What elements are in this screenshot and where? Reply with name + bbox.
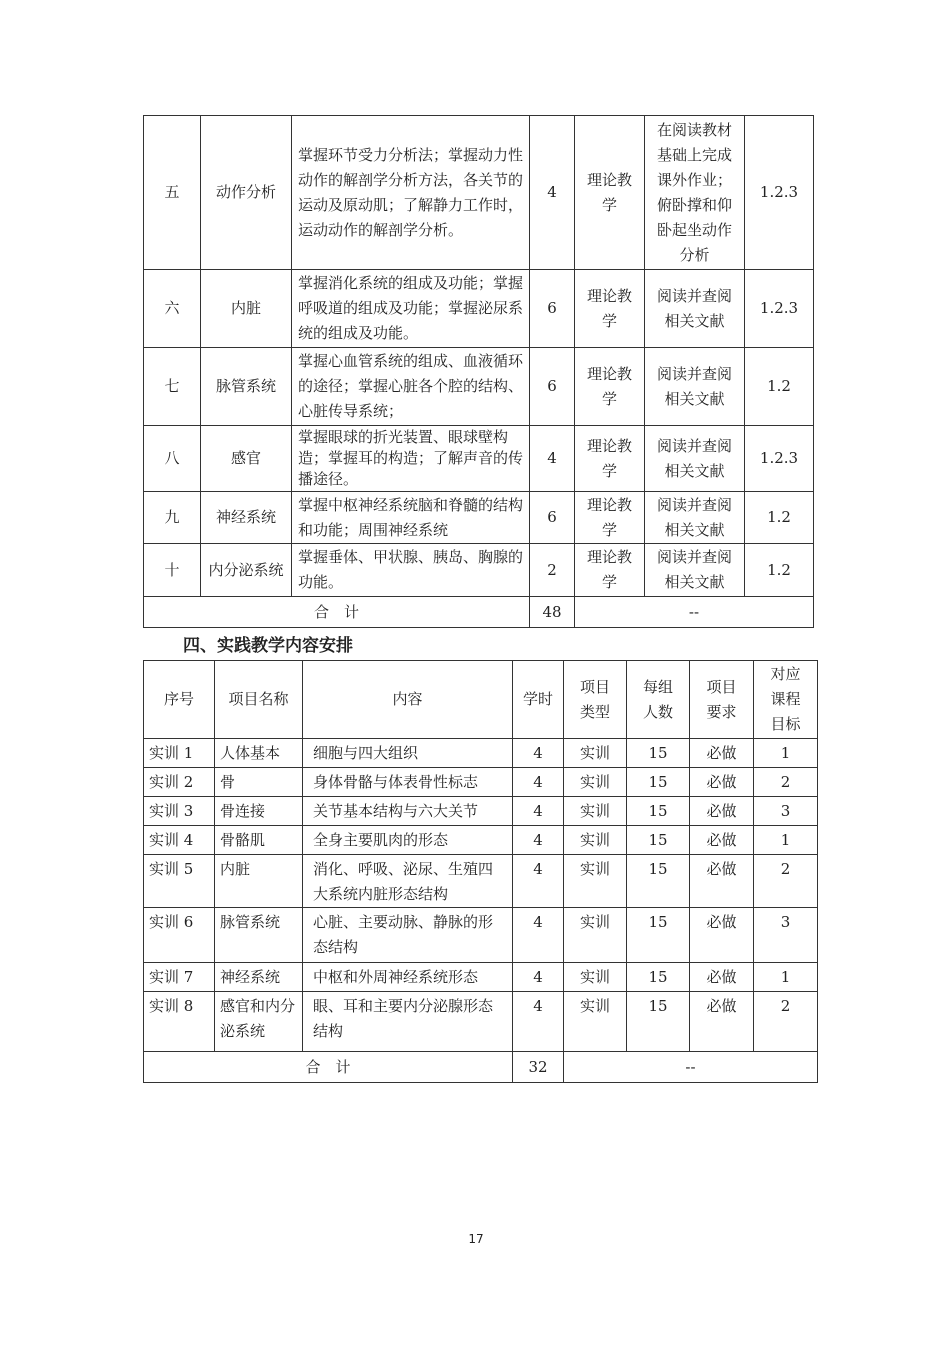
practice-hours: 4 bbox=[513, 826, 564, 855]
practice-target: 1 bbox=[754, 826, 818, 855]
course-target: 1.2 bbox=[745, 348, 814, 426]
practice-no: 实训 5 bbox=[144, 855, 215, 908]
practice-no: 实训 2 bbox=[144, 768, 215, 797]
total-rest: -- bbox=[575, 597, 814, 628]
total-hours: 32 bbox=[513, 1052, 564, 1083]
practice-type: 实训 bbox=[564, 992, 627, 1052]
header-requirement: 项目要求 bbox=[690, 661, 754, 739]
practice-name: 骨连接 bbox=[215, 797, 303, 826]
practice-name: 脉管系统 bbox=[215, 908, 303, 963]
hours: 4 bbox=[530, 116, 575, 270]
practice-no: 实训 8 bbox=[144, 992, 215, 1052]
practice-content: 全身主要肌肉的形态 bbox=[303, 826, 513, 855]
practice-hours: 4 bbox=[513, 963, 564, 992]
hours: 2 bbox=[530, 544, 575, 597]
practice-requirement: 必做 bbox=[690, 963, 754, 992]
homework: 阅读并查阅相关文献 bbox=[645, 426, 745, 492]
practice-group: 15 bbox=[627, 992, 690, 1052]
practice-content: 身体骨骼与体表骨性标志 bbox=[303, 768, 513, 797]
chapter-name: 感官 bbox=[201, 426, 292, 492]
practice-no: 实训 6 bbox=[144, 908, 215, 963]
practice-group: 15 bbox=[627, 826, 690, 855]
practice-type: 实训 bbox=[564, 855, 627, 908]
row-number: 十 bbox=[144, 544, 201, 597]
table-row bbox=[144, 348, 814, 426]
practice-target: 2 bbox=[754, 768, 818, 797]
chapter-content: 掌握眼球的折光装置、眼球壁构造；掌握耳的构造；了解声音的传播途径。 bbox=[292, 426, 530, 492]
teaching-method: 理论教学 bbox=[575, 270, 645, 348]
practice-requirement: 必做 bbox=[690, 855, 754, 908]
practice-type: 实训 bbox=[564, 768, 627, 797]
chapter-name: 内分泌系统 bbox=[201, 544, 292, 597]
practice-hours: 4 bbox=[513, 768, 564, 797]
practice-group: 15 bbox=[627, 908, 690, 963]
table-row bbox=[144, 270, 814, 348]
practice-requirement: 必做 bbox=[690, 992, 754, 1052]
page-number: 17 bbox=[468, 1232, 484, 1246]
practice-no: 实训 1 bbox=[144, 739, 215, 768]
table-row bbox=[144, 797, 818, 826]
homework: 阅读并查阅相关文献 bbox=[645, 270, 745, 348]
hours: 4 bbox=[530, 426, 575, 492]
table-row bbox=[144, 826, 818, 855]
table-row bbox=[144, 492, 814, 544]
teaching-method: 理论教学 bbox=[575, 116, 645, 270]
teaching-method: 理论教学 bbox=[575, 544, 645, 597]
practice-target: 3 bbox=[754, 797, 818, 826]
hours: 6 bbox=[530, 348, 575, 426]
practice-group: 15 bbox=[627, 963, 690, 992]
row-number: 五 bbox=[144, 116, 201, 270]
row-number: 六 bbox=[144, 270, 201, 348]
practice-content: 细胞与四大组织 bbox=[303, 739, 513, 768]
practice-schedule-table bbox=[143, 660, 818, 1083]
chapter-name: 脉管系统 bbox=[201, 348, 292, 426]
row-number: 七 bbox=[144, 348, 201, 426]
table-row bbox=[144, 855, 818, 908]
table-row bbox=[144, 963, 818, 992]
homework: 阅读并查阅相关文献 bbox=[645, 544, 745, 597]
practice-name: 骨 bbox=[215, 768, 303, 797]
practice-name: 人体基本 bbox=[215, 739, 303, 768]
practice-name: 感官和内分泌系统 bbox=[215, 992, 303, 1052]
practice-group: 15 bbox=[627, 855, 690, 908]
course-target: 1.2.3 bbox=[745, 116, 814, 270]
practice-content: 中枢和外周神经系统形态 bbox=[303, 963, 513, 992]
course-target: 1.2 bbox=[745, 544, 814, 597]
teaching-method: 理论教学 bbox=[575, 426, 645, 492]
header-hours: 学时 bbox=[513, 661, 564, 739]
chapter-content: 掌握中枢神经系统脑和脊髓的结构和功能；周围神经系统 bbox=[292, 492, 530, 544]
table-row bbox=[144, 992, 818, 1052]
homework: 在阅读教材基础上完成课外作业；俯卧撑和仰卧起坐动作分析 bbox=[645, 116, 745, 270]
total-row bbox=[144, 597, 814, 628]
homework: 阅读并查阅相关文献 bbox=[645, 492, 745, 544]
chapter-content: 掌握环节受力分析法；掌握动力性动作的解剖学分析方法，各关节的运动及原动肌；了解静力工作时，运动动作的解剖学分析。 bbox=[292, 116, 530, 270]
header-no: 序号 bbox=[144, 661, 215, 739]
practice-target: 2 bbox=[754, 992, 818, 1052]
practice-type: 实训 bbox=[564, 826, 627, 855]
table-row bbox=[144, 116, 814, 270]
practice-content: 关节基本结构与六大关节 bbox=[303, 797, 513, 826]
chapter-content: 掌握心血管系统的组成、血液循环的途径；掌握心脏各个腔的结构、心脏传导系统； bbox=[292, 348, 530, 426]
total-hours: 48 bbox=[530, 597, 575, 628]
practice-type: 实训 bbox=[564, 739, 627, 768]
row-number: 九 bbox=[144, 492, 201, 544]
practice-name: 骨骼肌 bbox=[215, 826, 303, 855]
section-heading: 四、实践教学内容安排 bbox=[183, 636, 353, 656]
teaching-method: 理论教学 bbox=[575, 492, 645, 544]
practice-name: 内脏 bbox=[215, 855, 303, 908]
practice-requirement: 必做 bbox=[690, 768, 754, 797]
table-row bbox=[144, 544, 814, 597]
row-number: 八 bbox=[144, 426, 201, 492]
practice-name: 神经系统 bbox=[215, 963, 303, 992]
header-target: 对应课程目标 bbox=[754, 661, 818, 739]
practice-content: 眼、耳和主要内分泌腺形态结构 bbox=[303, 992, 513, 1052]
practice-hours: 4 bbox=[513, 908, 564, 963]
practice-group: 15 bbox=[627, 768, 690, 797]
practice-hours: 4 bbox=[513, 797, 564, 826]
practice-content: 消化、呼吸、泌尿、生殖四大系统内脏形态结构 bbox=[303, 855, 513, 908]
header-group: 每组人数 bbox=[627, 661, 690, 739]
chapter-content: 掌握垂体、甲状腺、胰岛、胸腺的功能。 bbox=[292, 544, 530, 597]
table-row bbox=[144, 426, 814, 492]
table-row bbox=[144, 908, 818, 963]
header-row bbox=[144, 661, 818, 739]
header-type: 项目类型 bbox=[564, 661, 627, 739]
practice-target: 3 bbox=[754, 908, 818, 963]
practice-no: 实训 3 bbox=[144, 797, 215, 826]
chapter-content: 掌握消化系统的组成及功能；掌握呼吸道的组成及功能；掌握泌尿系统的组成及功能。 bbox=[292, 270, 530, 348]
total-label: 合 计 bbox=[144, 1052, 513, 1083]
practice-hours: 4 bbox=[513, 739, 564, 768]
teaching-method: 理论教学 bbox=[575, 348, 645, 426]
course-target: 1.2.3 bbox=[745, 270, 814, 348]
practice-content: 心脏、主要动脉、静脉的形态结构 bbox=[303, 908, 513, 963]
theory-schedule-table bbox=[143, 115, 814, 628]
practice-group: 15 bbox=[627, 739, 690, 768]
total-label: 合 计 bbox=[144, 597, 530, 628]
practice-target: 1 bbox=[754, 963, 818, 992]
practice-requirement: 必做 bbox=[690, 826, 754, 855]
course-target: 1.2.3 bbox=[745, 426, 814, 492]
total-rest: -- bbox=[564, 1052, 818, 1083]
practice-type: 实训 bbox=[564, 908, 627, 963]
practice-no: 实训 7 bbox=[144, 963, 215, 992]
total-row bbox=[144, 1052, 818, 1083]
hours: 6 bbox=[530, 492, 575, 544]
practice-group: 15 bbox=[627, 797, 690, 826]
header-content: 内容 bbox=[303, 661, 513, 739]
header-name: 项目名称 bbox=[215, 661, 303, 739]
table-row bbox=[144, 739, 818, 768]
practice-requirement: 必做 bbox=[690, 908, 754, 963]
practice-type: 实训 bbox=[564, 797, 627, 826]
practice-hours: 4 bbox=[513, 855, 564, 908]
practice-target: 1 bbox=[754, 739, 818, 768]
chapter-name: 内脏 bbox=[201, 270, 292, 348]
table-row bbox=[144, 768, 818, 797]
hours: 6 bbox=[530, 270, 575, 348]
practice-requirement: 必做 bbox=[690, 797, 754, 826]
practice-requirement: 必做 bbox=[690, 739, 754, 768]
practice-type: 实训 bbox=[564, 963, 627, 992]
practice-hours: 4 bbox=[513, 992, 564, 1052]
chapter-name: 神经系统 bbox=[201, 492, 292, 544]
homework: 阅读并查阅相关文献 bbox=[645, 348, 745, 426]
practice-target: 2 bbox=[754, 855, 818, 908]
chapter-name: 动作分析 bbox=[201, 116, 292, 270]
practice-no: 实训 4 bbox=[144, 826, 215, 855]
course-target: 1.2 bbox=[745, 492, 814, 544]
